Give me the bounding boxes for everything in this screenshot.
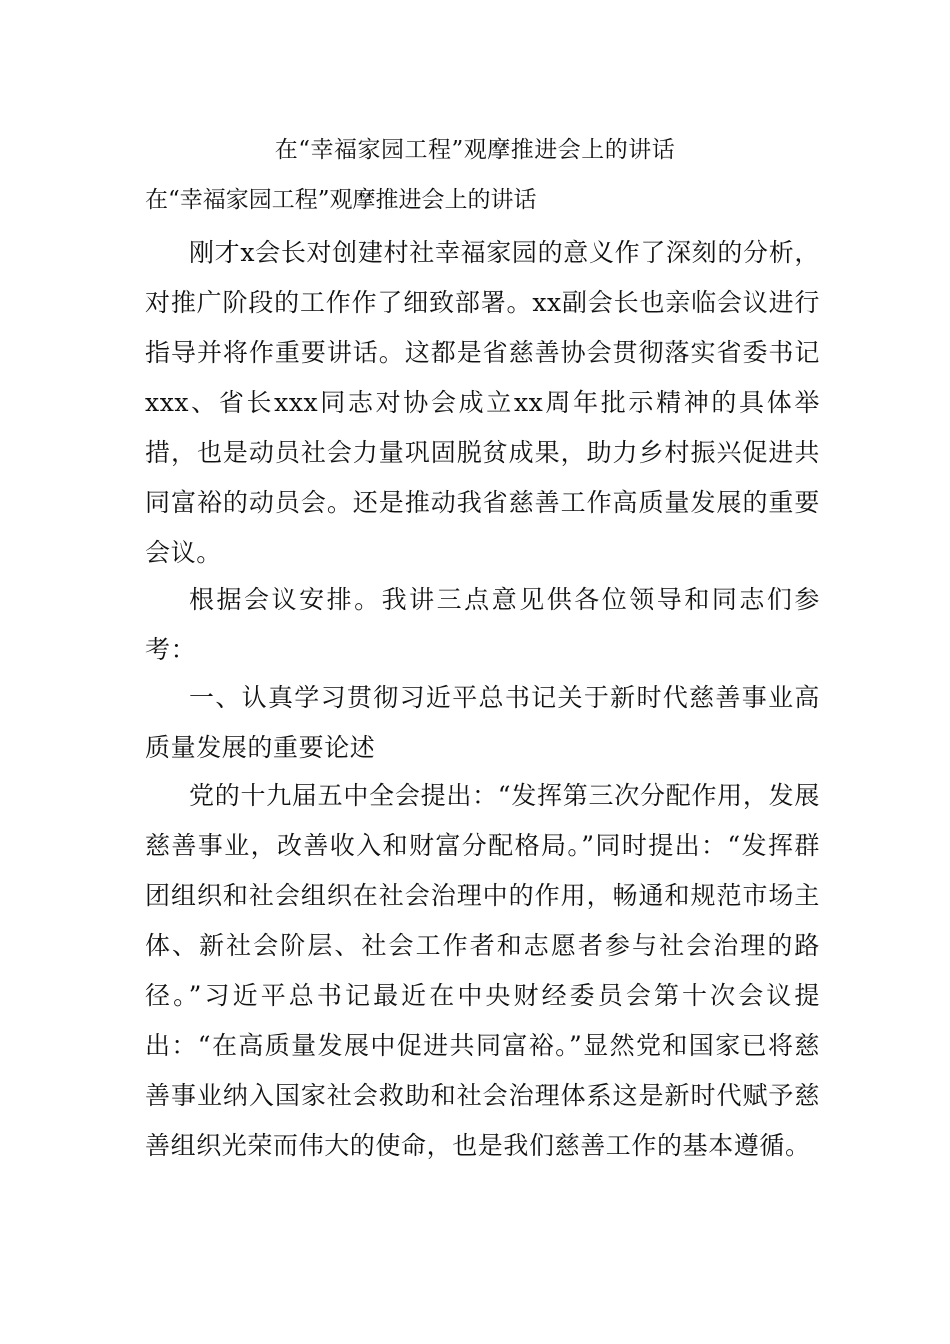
document-subtitle: 在“幸福家园工程”观摩推进会上的讲话 — [145, 187, 537, 213]
paragraph-arrangement: 根据会议安排。我讲三点意见供各位领导和同志们参考： — [145, 585, 820, 664]
paragraph-section-one-body: 党的十九届五中全会提出：“发挥第三次分配作用，发展慈善事业，改善收入和财富分配格局。”同时提出：“发挥群团组织和社会组织在社会治理中的作用，畅通和规范市场主体、新社会阶层、社会工作者和志愿者参与社会治理的路径。”习近平总书记最近在中央财经委员会第十次会议提出：“在高质量发展中促进共同富裕。”显然党和国家已将慈善事业纳入国家社会救助和社会治理体系这是新时代赋予慈善组织光荣而伟大的使命，也是我们慈善工作的基本遵循。 — [145, 781, 820, 1160]
document-title: 在“幸福家园工程”观摩推进会上的讲话 — [274, 137, 676, 163]
section-heading-one: 一、认真学习贯彻习近平总书记关于新时代慈善事业高质量发展的重要论述 — [145, 683, 820, 762]
paragraph-opening: 刚才x会长对创建村社幸福家园的意义作了深刻的分析，对推广阶段的工作作了细致部署。xx副会长也亲临会议进行指导并将作重要讲话。这都是省慈善协会贯彻落实省委书记xxx、省长xxx同志对协会成立xx周年批示精神的具体举措，也是动员社会力量巩固脱贫成果，助力乡村振兴促进共同富裕的动员会。还是推动我省慈善工作高质量发展的重要会议。 — [145, 238, 820, 567]
